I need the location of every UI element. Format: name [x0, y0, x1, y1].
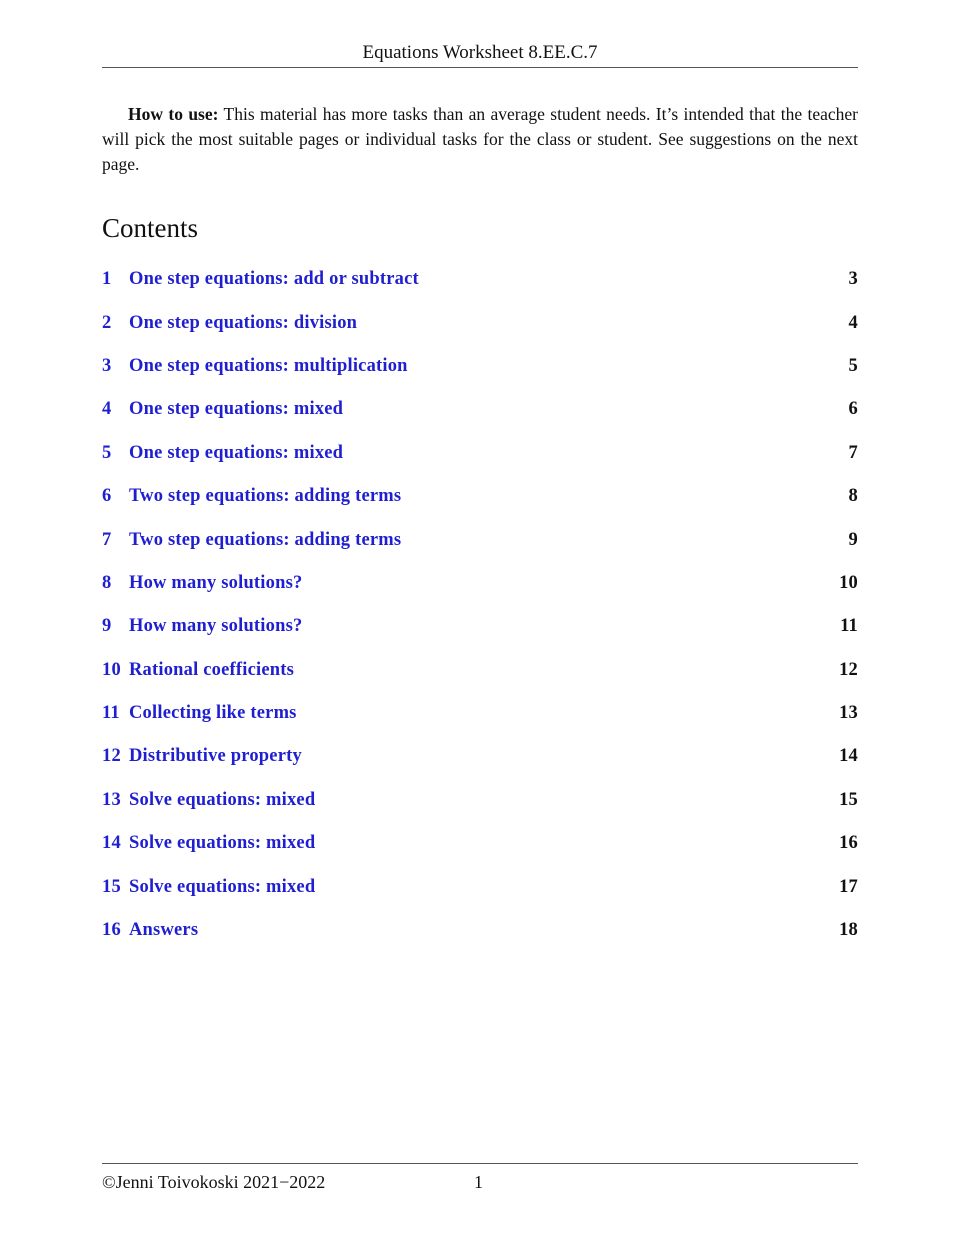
toc-title: Distributive property: [129, 746, 302, 767]
toc-link[interactable]: [102, 443, 818, 464]
toc-page-number: 16: [839, 833, 858, 854]
toc-title: One step equations: add or subtract: [129, 269, 419, 290]
toc-number: 13: [102, 789, 121, 810]
toc-link[interactable]: [102, 703, 818, 724]
toc-number: 1: [102, 269, 112, 290]
toc-page-number: 9: [848, 529, 858, 550]
toc-link[interactable]: [102, 833, 818, 854]
toc-entry: [102, 345, 858, 388]
toc-title: Solve equations: mixed: [129, 833, 316, 854]
toc-number: 6: [102, 486, 112, 507]
toc-number: 5: [102, 442, 112, 463]
toc-title: Rational coefficients: [129, 659, 295, 680]
toc-title: One step equations: mixed: [129, 399, 344, 420]
toc-entry: [102, 692, 858, 735]
toc-link[interactable]: [102, 660, 818, 681]
toc-page-number: 13: [839, 703, 858, 724]
toc-link[interactable]: [102, 746, 818, 767]
contents-heading: Contents: [102, 213, 199, 243]
toc-title: One step equations: division: [129, 312, 358, 333]
toc-number: 16: [102, 920, 121, 941]
intro-text: This material has more tasks than an average student needs. It’s intended that the teacher will pick the most suitable pages or individual tasks for the class or student. See suggestions on the next page.: [102, 104, 859, 174]
table-of-contents: [102, 258, 858, 952]
toc-page-number: 10: [839, 572, 858, 593]
toc-title: Answers: [129, 920, 199, 941]
toc-page-number: 3: [848, 269, 858, 290]
toc-title: Collecting like terms: [129, 703, 297, 724]
toc-entry: [102, 909, 858, 952]
toc-page-number: 18: [839, 920, 858, 941]
toc-number: 3: [102, 355, 112, 376]
toc-page-number: 6: [848, 399, 858, 420]
toc-link[interactable]: [102, 486, 818, 507]
toc-entry: [102, 388, 858, 431]
toc-title: How many solutions?: [129, 572, 303, 593]
intro-label: How to use:: [128, 104, 219, 124]
toc-title: One step equations: mixed: [129, 442, 344, 463]
toc-page-number: 5: [848, 355, 858, 376]
toc-title: Solve equations: mixed: [129, 789, 316, 810]
toc-link[interactable]: [102, 530, 818, 551]
footer-page-number: 1: [474, 1172, 483, 1192]
footer-divider: [102, 1163, 858, 1164]
toc-entry: [102, 301, 858, 344]
toc-link[interactable]: [102, 356, 818, 377]
toc-number: 11: [102, 703, 120, 724]
toc-number: 14: [102, 833, 121, 854]
toc-title: Two step equations: adding terms: [129, 486, 402, 507]
toc-title: Solve equations: mixed: [129, 876, 316, 897]
toc-page-number: 4: [848, 312, 858, 333]
toc-entry: [102, 822, 858, 865]
toc-entry: [102, 605, 858, 648]
intro-paragraph: [102, 102, 858, 177]
toc-page-number: 14: [839, 746, 858, 767]
toc-title: Two step equations: adding terms: [129, 529, 402, 550]
toc-page-number: 15: [839, 789, 858, 810]
toc-link[interactable]: [102, 313, 818, 334]
toc-number: 8: [102, 572, 112, 593]
toc-number: 2: [102, 312, 112, 333]
page-header-title: Equations Worksheet 8.EE.C.7: [362, 42, 598, 63]
toc-title: One step equations: multiplication: [129, 355, 408, 376]
toc-page-number: 8: [848, 486, 858, 507]
toc-entry: [102, 475, 858, 518]
toc-page-number: 7: [848, 442, 858, 463]
toc-entry: [102, 258, 858, 301]
toc-link[interactable]: [102, 269, 818, 290]
toc-page-number: 12: [839, 659, 858, 680]
toc-page-number: 11: [840, 616, 858, 637]
toc-link[interactable]: [102, 920, 818, 941]
toc-number: 4: [102, 399, 112, 420]
toc-link[interactable]: [102, 399, 818, 420]
header-divider: [102, 67, 858, 68]
toc-entry: [102, 735, 858, 778]
toc-number: 10: [102, 659, 121, 680]
toc-entry: [102, 779, 858, 822]
toc-number: 12: [102, 746, 121, 767]
toc-number: 7: [102, 529, 112, 550]
footer-copyright: ©Jenni Toivokoski 2021−2022: [102, 1172, 326, 1192]
toc-entry: [102, 562, 858, 605]
toc-number: 9: [102, 616, 112, 637]
toc-link[interactable]: [102, 573, 818, 594]
toc-link[interactable]: [102, 877, 818, 898]
toc-entry: [102, 518, 858, 561]
toc-page-number: 17: [839, 876, 858, 897]
toc-entry: [102, 432, 858, 475]
toc-number: 15: [102, 876, 121, 897]
toc-title: How many solutions?: [129, 616, 303, 637]
toc-link[interactable]: [102, 790, 818, 811]
toc-entry: [102, 865, 858, 908]
toc-entry: [102, 649, 858, 692]
toc-link[interactable]: [102, 616, 818, 637]
